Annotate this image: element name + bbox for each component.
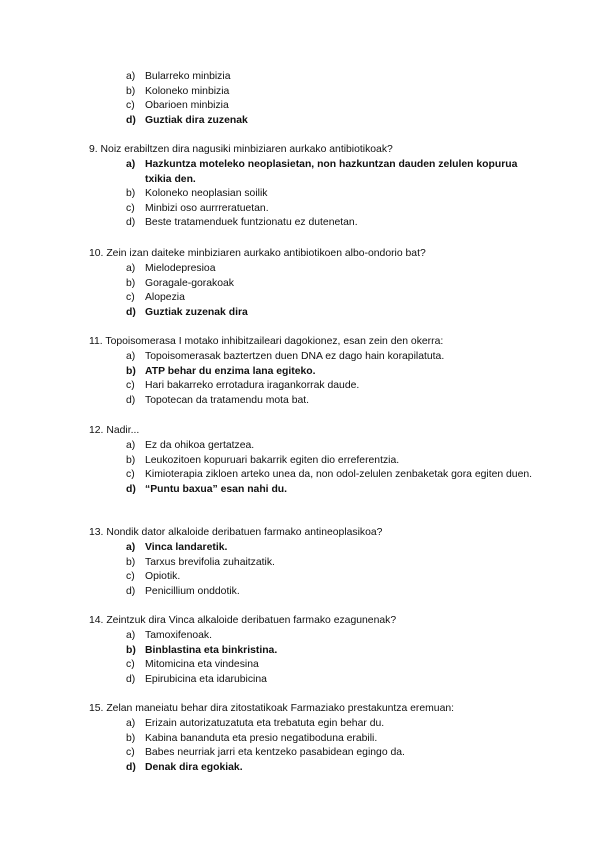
option-text: Tarxus brevifolia zuhaitzatik.	[145, 556, 275, 568]
option-text: Topoisomerasak baztertzen duen DNA ez dago hain korapilatuta.	[145, 351, 445, 362]
option-a	[89, 350, 549, 365]
question-block-15	[89, 702, 549, 775]
option-d-correct	[89, 306, 549, 321]
option-letter: c)	[126, 292, 135, 303]
option-text: Minbizi oso aurrreratuetan.	[145, 202, 269, 214]
option-letter: a)	[126, 71, 136, 82]
option-b	[89, 187, 549, 202]
option-text: Alopezia	[145, 292, 185, 303]
option-b	[89, 556, 549, 571]
option-letter: d)	[126, 217, 136, 228]
option-d	[89, 394, 549, 409]
option-text: Babes neurriak jarri eta kentzeko pasabidean egingo da.	[145, 747, 405, 758]
question-block-12	[89, 424, 549, 497]
option-text: Opiotik.	[145, 571, 181, 582]
option-a	[89, 70, 549, 85]
option-d-correct	[89, 114, 549, 129]
option-text: Guztiak dira zuzenak	[145, 114, 248, 126]
option-letter: c)	[126, 571, 135, 582]
option-text: “Puntu baxua” esan nahi du.	[145, 483, 288, 495]
option-b	[89, 277, 549, 292]
question-block-14	[89, 614, 549, 687]
question-stem: 14. Zeintzuk dira Vinca alkaloide deribatuen farmako ezagunenak?	[89, 615, 397, 626]
option-letter: d)	[126, 761, 136, 773]
option-letter: b)	[126, 188, 136, 199]
question-block-9	[89, 143, 549, 231]
option-c	[89, 468, 549, 483]
option-text: Goragale-gorakoak	[145, 277, 234, 289]
option-text: Penicillium onddotik.	[145, 585, 240, 597]
question-stem: 9. Noiz erabiltzen dira nagusiki minbiziaren aurkako antibiotikoak?	[89, 144, 393, 155]
question-block-10	[89, 247, 549, 320]
option-text: Tamoxifenoak.	[145, 630, 212, 641]
option-text: Kabina bananduta eta presio negatiboduna erabili.	[145, 732, 378, 744]
option-text: Mitomicina eta vindesina	[145, 659, 259, 670]
option-text: Koloneko neoplasian soilik	[145, 188, 268, 199]
option-text: Topotecan da tratamendu mota bat.	[145, 394, 310, 406]
option-text: Binblastina eta binkristina.	[145, 644, 278, 656]
option-a	[89, 439, 549, 454]
option-letter: c)	[126, 747, 135, 758]
option-letter: a)	[126, 263, 136, 274]
option-text: Kimioterapia zikloen arteko unea da, non odol-zelulen zenbaketak gora egiten duen.	[145, 469, 533, 480]
option-text: Denak dira egokiak.	[145, 761, 243, 773]
option-text: Erizain autorizatuzatuta eta trebatuta egin behar du.	[145, 718, 385, 729]
option-text: Epirubicina eta idarubicina	[145, 673, 267, 685]
option-letter: b)	[126, 365, 136, 377]
option-a	[89, 629, 549, 644]
option-text: Leukozitoen kopuruari bakarrik egiten dio erreferentzia.	[145, 454, 400, 466]
question-block-13	[89, 526, 549, 599]
option-text: Hazkuntza moteleko neoplasietan, non hazkuntzan dauden zelulen kopurua txikia den.	[145, 159, 518, 185]
option-c	[89, 746, 549, 761]
option-letter: d)	[126, 483, 136, 495]
option-text: Ez da ohikoa gertatzea.	[145, 440, 255, 451]
option-letter: c)	[126, 202, 135, 214]
option-letter: c)	[126, 100, 135, 111]
option-letter: a)	[126, 630, 136, 641]
option-a-correct	[89, 541, 549, 556]
option-letter: b)	[126, 277, 136, 289]
option-letter: a)	[126, 542, 136, 553]
option-letter: c)	[126, 469, 135, 480]
option-c	[89, 202, 549, 217]
question-stem: 12. Nadir...	[89, 425, 140, 436]
option-letter: d)	[126, 673, 136, 685]
option-b	[89, 732, 549, 747]
option-text: Vinca landaretik.	[145, 542, 228, 553]
question-block-8	[89, 70, 549, 128]
question-stem: 13. Nondik dator alkaloide deribatuen farmako antineoplasikoa?	[89, 527, 383, 538]
option-letter: c)	[126, 380, 135, 391]
option-letter: d)	[126, 114, 136, 126]
option-c	[89, 99, 549, 114]
option-a	[89, 262, 549, 277]
option-letter: a)	[126, 718, 136, 729]
option-d-correct	[89, 761, 549, 776]
option-letter: a)	[126, 351, 136, 362]
option-text: Mielodepresioa	[145, 263, 216, 274]
option-a	[89, 717, 549, 732]
option-c	[89, 379, 549, 394]
option-letter: b)	[126, 644, 136, 656]
option-d	[89, 585, 549, 600]
option-letter: d)	[126, 394, 136, 406]
question-stem: 10. Zein izan daiteke minbiziaren aurkako antibiotikoen albo-ondorio bat?	[89, 248, 426, 259]
option-d	[89, 673, 549, 688]
option-text: Obarioen minbizia	[145, 100, 229, 111]
question-stem: 11. Topoisomerasa I motako inhibitzaileari dagokionez, esan zein den okerra:	[89, 336, 444, 347]
option-text: Beste tratamenduek funtzionatu ez dutenetan.	[145, 217, 358, 228]
question-stem: 15. Zelan maneiatu behar dira zitostatikoak Farmaziako prestakuntza eremuan:	[89, 703, 455, 714]
option-d	[89, 216, 549, 231]
option-text: Koloneko minbizia	[145, 85, 230, 97]
option-b	[89, 454, 549, 469]
option-letter: d)	[126, 585, 136, 597]
option-letter: b)	[126, 732, 136, 744]
option-letter: a)	[126, 159, 136, 170]
option-b	[89, 85, 549, 100]
option-c	[89, 658, 549, 673]
option-d-correct	[89, 483, 549, 498]
option-text: Hari bakarreko errotadura iragankorrak daude.	[145, 380, 360, 391]
option-c	[89, 291, 549, 306]
option-text: ATP behar du enzima lana egiteko.	[145, 365, 316, 377]
option-text: Guztiak zuzenak dira	[145, 306, 248, 318]
option-letter: a)	[126, 440, 136, 451]
option-b-correct	[89, 644, 549, 659]
option-a-correct	[89, 158, 549, 187]
option-letter: d)	[126, 306, 136, 318]
option-letter: b)	[126, 454, 136, 466]
option-letter: b)	[126, 556, 136, 568]
option-text: Bularreko minbizia	[145, 71, 231, 82]
option-letter: c)	[126, 659, 135, 670]
option-b-correct	[89, 365, 549, 380]
question-block-11	[89, 335, 549, 408]
option-c	[89, 570, 549, 585]
option-letter: b)	[126, 85, 136, 97]
